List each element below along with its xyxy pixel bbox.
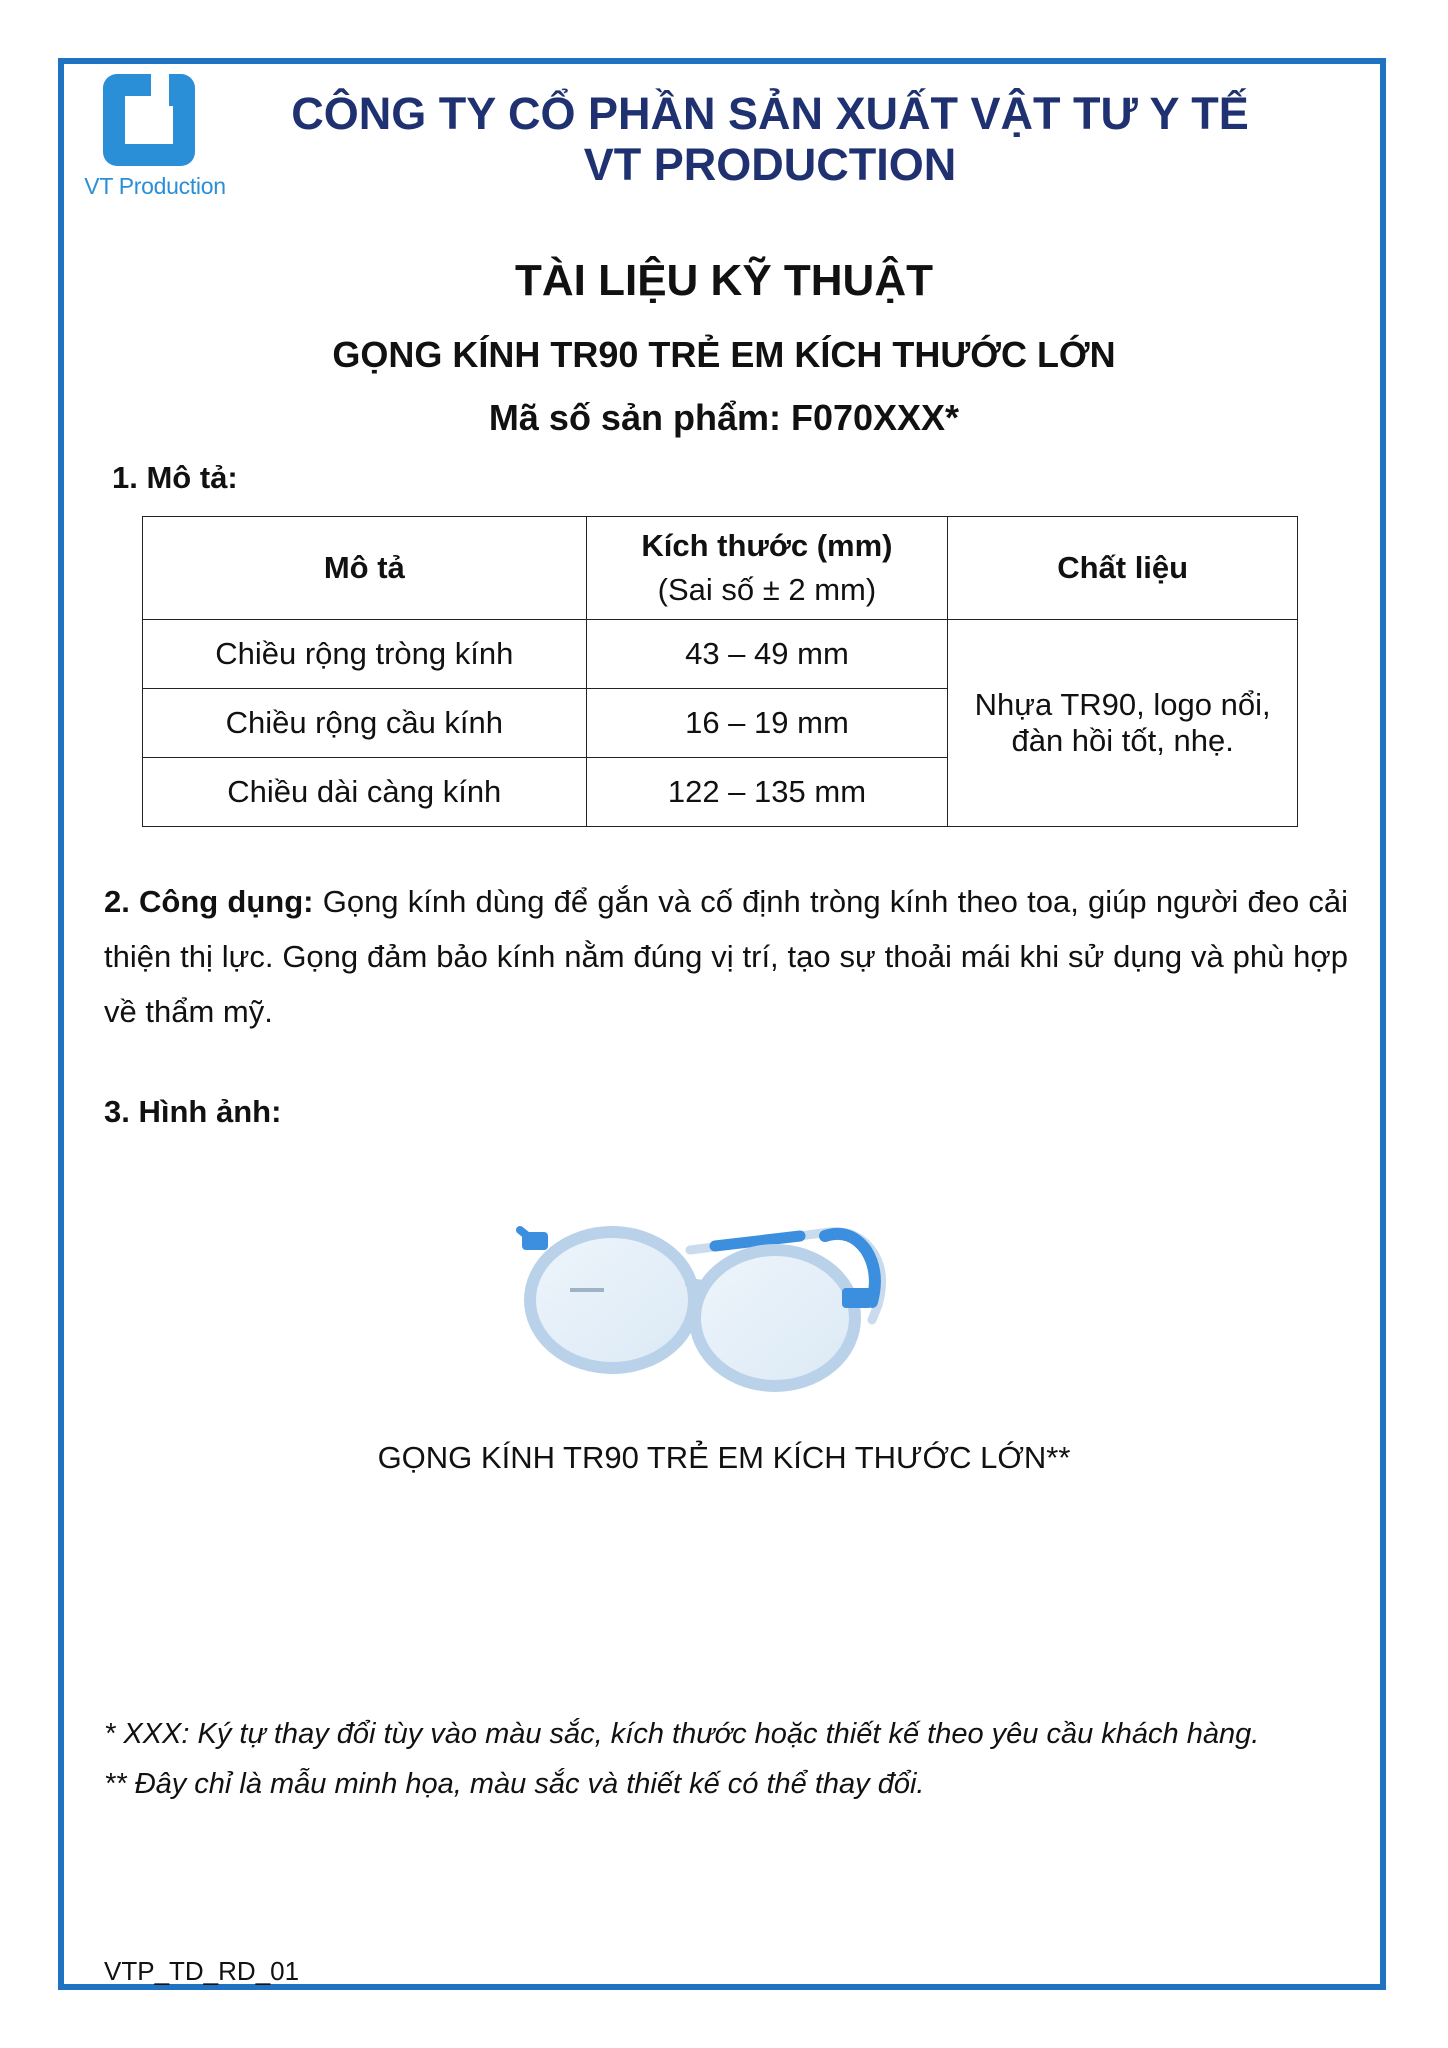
footnote-illustration: ** Đây chỉ là mẫu minh họa, màu sắc và thiết kế có thể thay đổi.: [104, 1768, 925, 1800]
row-temple-length-value: 122 – 135 mm: [586, 758, 948, 827]
row-bridge-width-value: 16 – 19 mm: [586, 689, 948, 758]
footnote-xxx: * XXX: Ký tự thay đổi tùy vào màu sắc, kích thước hoặc thiết kế theo yêu cầu khách hàng.: [104, 1718, 1260, 1750]
section-description-heading: 1. Mô tả:: [112, 460, 238, 495]
company-name-line2: VT PRODUCTION: [583, 139, 957, 190]
header-description: Mô tả: [143, 517, 587, 620]
section-image-heading: 3. Hình ảnh:: [104, 1094, 282, 1129]
material-line1: Nhựa TR90, logo nổi,: [974, 687, 1271, 722]
usage-text: Gọng kính dùng để gắn và cố định tròng kính theo toa, giúp người đeo cải thiện thị lực. Gọng đảm bảo kính nằm đúng vị trí, tạo sự thoải mái khi sử dụng và phù hợp về thẩm mỹ.: [104, 884, 1349, 1029]
logo-text: VT Production: [84, 173, 226, 199]
header-size-label: Kích thước (mm): [641, 528, 893, 563]
company-name-line1: CÔNG TY CỔ PHẦN SẢN XUẤT VẬT TƯ Y TẾ: [291, 88, 1249, 139]
glasses-frame-image: [500, 1170, 910, 1410]
header-material: Chất liệu: [948, 517, 1298, 620]
row-lens-width-value: 43 – 49 mm: [586, 620, 948, 689]
spec-table: [142, 516, 1298, 827]
document-title: TÀI LIỆU KỸ THUẬT: [515, 256, 933, 305]
table-header-row: [143, 517, 1298, 620]
document-id: VTP_TD_RD_01: [104, 1956, 300, 1986]
usage-heading: 2. Công dụng:: [104, 884, 314, 919]
material-line2: đàn hồi tốt, nhẹ.: [1011, 723, 1234, 758]
material-cell: [948, 620, 1298, 827]
company-name: [240, 88, 1300, 190]
product-name: GỌNG KÍNH TR90 TRẺ EM KÍCH THƯỚC LỚN: [332, 334, 1116, 375]
row-bridge-width-label: Chiều rộng cầu kính: [143, 689, 587, 758]
image-caption: GỌNG KÍNH TR90 TRẺ EM KÍCH THƯỚC LỚN**: [377, 1440, 1071, 1475]
product-code: Mã số sản phẩm: F070XXX*: [488, 397, 960, 438]
table-row: [143, 620, 1298, 689]
usage-paragraph: [104, 874, 1348, 1039]
row-lens-width-label: Chiều rộng tròng kính: [143, 620, 587, 689]
header-size: [586, 517, 948, 620]
row-temple-length-label: Chiều dài càng kính: [143, 758, 587, 827]
header-size-tolerance: (Sai số ± 2 mm): [657, 572, 877, 607]
